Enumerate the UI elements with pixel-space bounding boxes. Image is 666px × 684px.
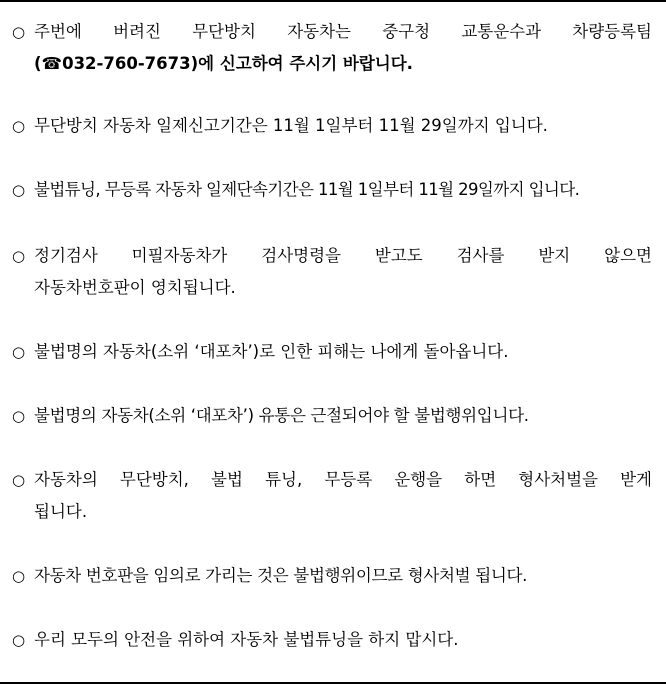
notice-item-7 xyxy=(12,464,652,528)
notice-line: 불법명의 자동차(소위 ‘대포차’)로 인한 피해는 나에게 돌아옵니다. xyxy=(34,342,509,361)
top-border-line xyxy=(0,0,666,2)
notice-item-8 xyxy=(12,560,652,592)
bullet-icon: ○ xyxy=(12,631,26,649)
notice-text xyxy=(34,336,652,368)
notice-item-9 xyxy=(12,624,652,656)
bullet-icon: ○ xyxy=(12,117,26,135)
bullet-icon: ○ xyxy=(12,247,26,265)
notice-line: 불법명의 자동차(소위 ‘대포차’) 유통은 근절되어야 할 불법행위입니다. xyxy=(34,406,529,425)
notice-text xyxy=(34,174,652,206)
notice-text xyxy=(34,464,652,528)
notice-text xyxy=(34,560,652,592)
notice-item-2 xyxy=(12,110,652,142)
notice-item-3 xyxy=(12,174,652,206)
notice-line: 됩니다. xyxy=(34,502,88,521)
bullet-icon: ○ xyxy=(12,567,26,585)
notice-line: 자동차의 무단방치, 불법 튜닝, 무등록 운행을 하면 형사처벌을 받게 xyxy=(34,470,652,489)
notice-line: 주번에 버려진 무단방치 자동차는 중구청 교통운수과 차량등록팀 xyxy=(34,22,652,41)
notice-line: 불법튜닝, 무등록 자동차 일제단속기간은 11월 1일부터 11월 29일까지 입니다. xyxy=(34,180,580,199)
notice-line: 우리 모두의 안전을 위하여 자동차 불법튜닝을 하지 맙시다. xyxy=(34,630,459,649)
notice-text xyxy=(34,110,652,142)
notice-line: 자동차 번호판을 임의로 가리는 것은 불법행위이므로 형사처벌 됩니다. xyxy=(34,566,528,585)
notice-line: (☎032-760-7673)에 신고하여 주시기 바랍니다. xyxy=(34,54,413,73)
notice-text xyxy=(34,400,652,432)
bullet-icon: ○ xyxy=(12,471,26,489)
bullet-icon: ○ xyxy=(12,407,26,425)
notice-item-4 xyxy=(12,240,652,304)
bullet-icon: ○ xyxy=(12,23,26,41)
notice-text xyxy=(34,16,652,80)
notice-item-5 xyxy=(12,336,652,368)
bullet-icon: ○ xyxy=(12,343,26,361)
notice-text xyxy=(34,240,652,304)
notice-line: 자동차번호판이 영치됩니다. xyxy=(34,278,236,297)
notice-line: 무단방치 자동차 일제신고기간은 11월 1일부터 11월 29일까지 입니다. xyxy=(34,116,548,135)
bullet-icon: ○ xyxy=(12,181,26,199)
notice-text xyxy=(34,624,652,656)
notice-line: 정기검사 미필자동차가 검사명령을 받고도 검사를 받지 않으면 xyxy=(34,246,652,265)
notice-item-6 xyxy=(12,400,652,432)
notice-item-1 xyxy=(12,16,652,80)
